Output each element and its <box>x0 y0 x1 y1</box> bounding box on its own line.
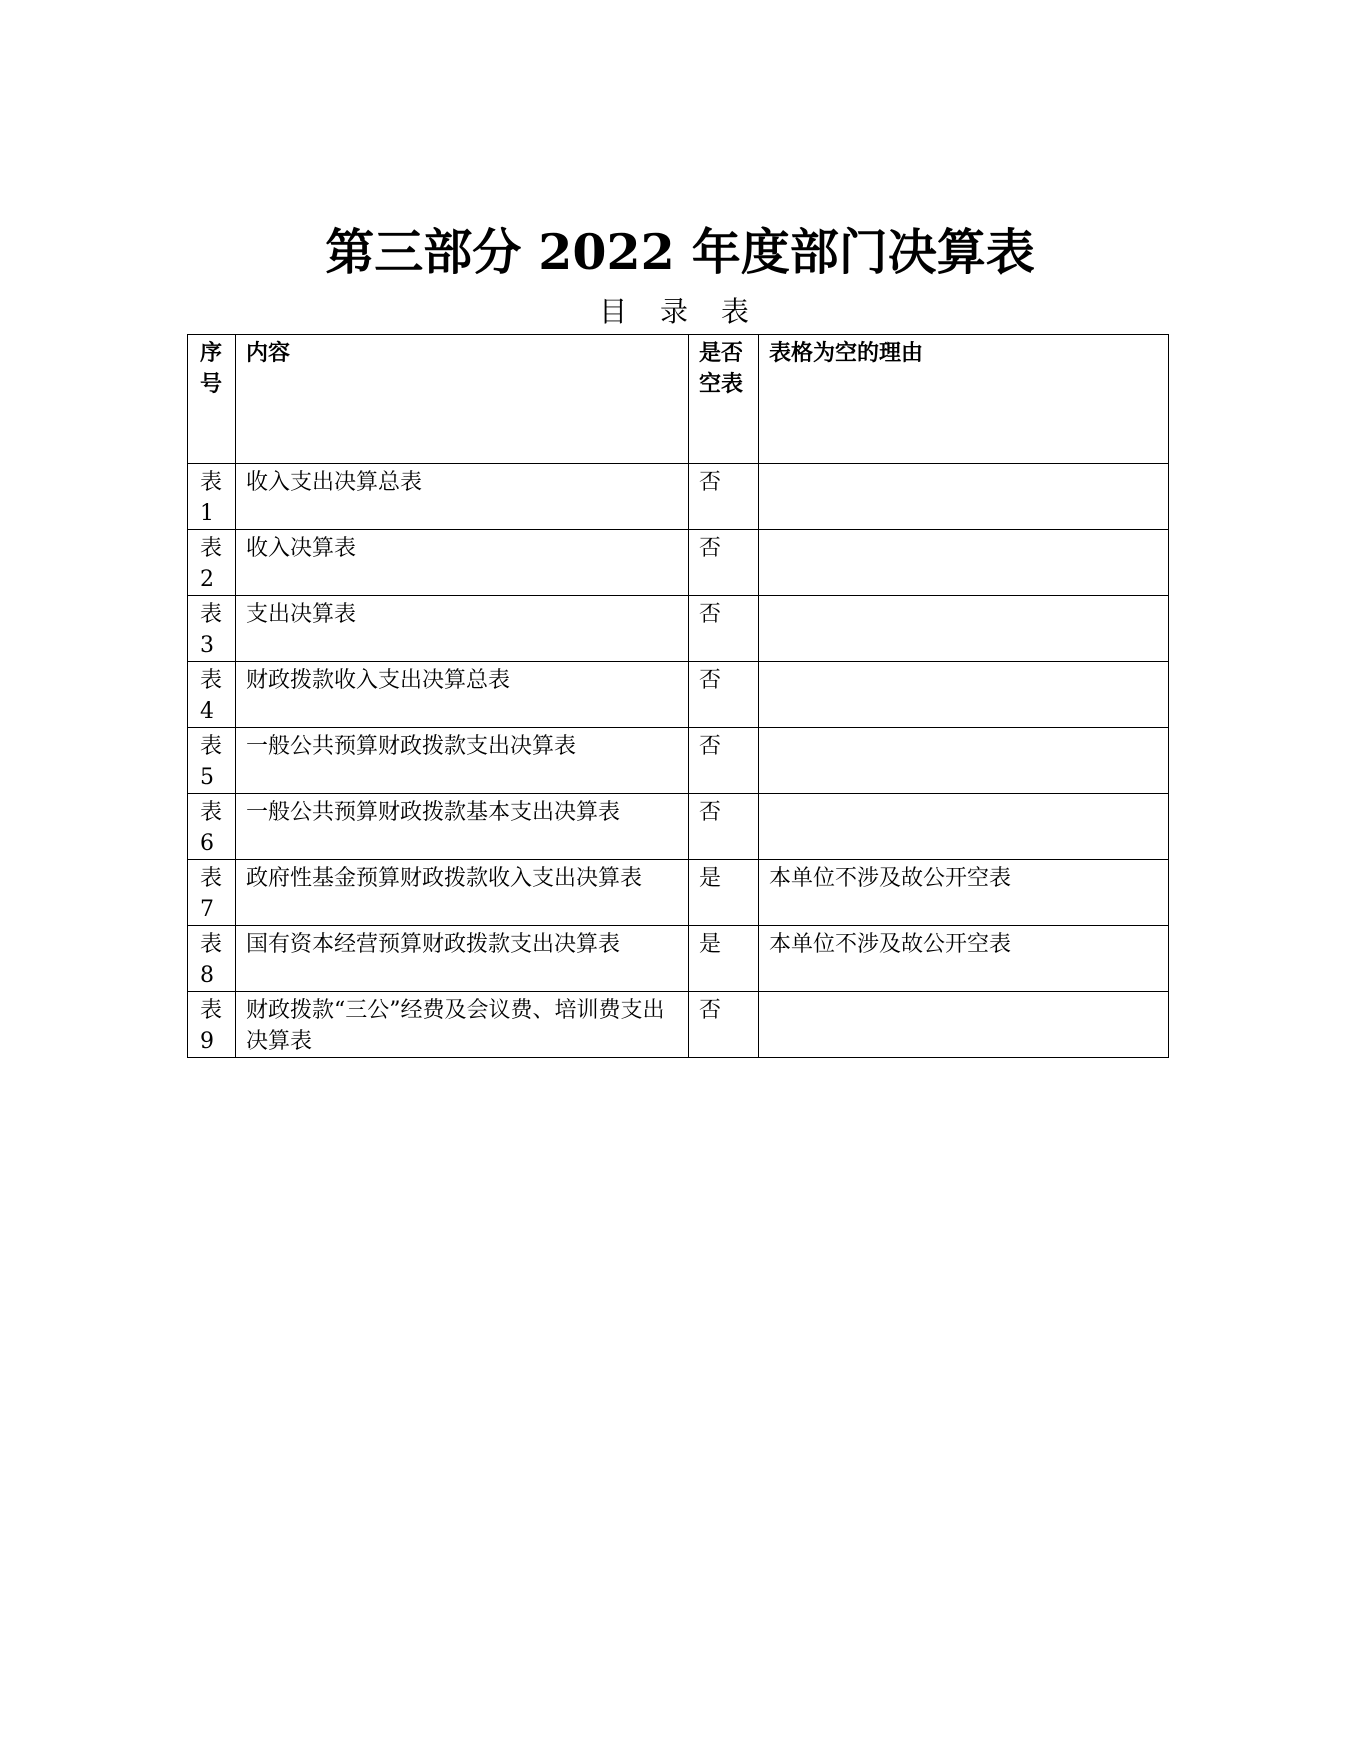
row-is-empty: 否 <box>689 992 759 1058</box>
row-content: 一般公共预算财政拨款支出决算表 <box>236 728 689 794</box>
row-no: 表2 <box>188 530 236 596</box>
row-no: 表3 <box>188 596 236 662</box>
row-content: 收入支出决算总表 <box>236 464 689 530</box>
contents-table <box>187 334 1169 1058</box>
table-row <box>188 860 1169 926</box>
row-no: 表5 <box>188 728 236 794</box>
row-content: 财政拨款收入支出决算总表 <box>236 662 689 728</box>
row-is-empty: 是 <box>689 926 759 992</box>
row-reason <box>759 794 1169 860</box>
row-no: 表8 <box>188 926 236 992</box>
table-row <box>188 794 1169 860</box>
header-reason: 表格为空的理由 <box>759 335 1169 464</box>
row-reason <box>759 992 1169 1058</box>
row-content: 政府性基金预算财政拨款收入支出决算表 <box>236 860 689 926</box>
table-subtitle: 目 录 表 <box>599 295 761 328</box>
row-content: 支出决算表 <box>236 596 689 662</box>
row-content: 一般公共预算财政拨款基本支出决算表 <box>236 794 689 860</box>
row-no: 表7 <box>188 860 236 926</box>
row-reason: 本单位不涉及故公开空表 <box>759 860 1169 926</box>
row-is-empty: 否 <box>689 530 759 596</box>
table-row <box>188 926 1169 992</box>
table-row <box>188 596 1169 662</box>
table-header-row <box>188 335 1169 464</box>
row-reason <box>759 530 1169 596</box>
row-is-empty: 否 <box>689 596 759 662</box>
row-reason <box>759 464 1169 530</box>
page-title: 第三部分 2022 年度部门决算表 <box>325 223 1035 281</box>
table-row <box>188 728 1169 794</box>
row-content: 收入决算表 <box>236 530 689 596</box>
table-row <box>188 464 1169 530</box>
row-is-empty: 否 <box>689 728 759 794</box>
table-row <box>188 992 1169 1058</box>
row-is-empty: 否 <box>689 794 759 860</box>
table-row <box>188 530 1169 596</box>
row-reason <box>759 728 1169 794</box>
row-no: 表6 <box>188 794 236 860</box>
row-is-empty: 否 <box>689 464 759 530</box>
row-reason <box>759 662 1169 728</box>
header-content: 内容 <box>236 335 689 464</box>
row-reason <box>759 596 1169 662</box>
table-row <box>188 662 1169 728</box>
row-reason: 本单位不涉及故公开空表 <box>759 926 1169 992</box>
row-no: 表4 <box>188 662 236 728</box>
row-is-empty: 否 <box>689 662 759 728</box>
row-content: 国有资本经营预算财政拨款支出决算表 <box>236 926 689 992</box>
row-no: 表9 <box>188 992 236 1058</box>
row-no: 表1 <box>188 464 236 530</box>
row-content: 财政拨款“三公”经费及会议费、培训费支出决算表 <box>236 992 689 1058</box>
header-no: 序号 <box>188 335 236 464</box>
row-is-empty: 是 <box>689 860 759 926</box>
header-is-empty: 是否空表 <box>689 335 759 464</box>
